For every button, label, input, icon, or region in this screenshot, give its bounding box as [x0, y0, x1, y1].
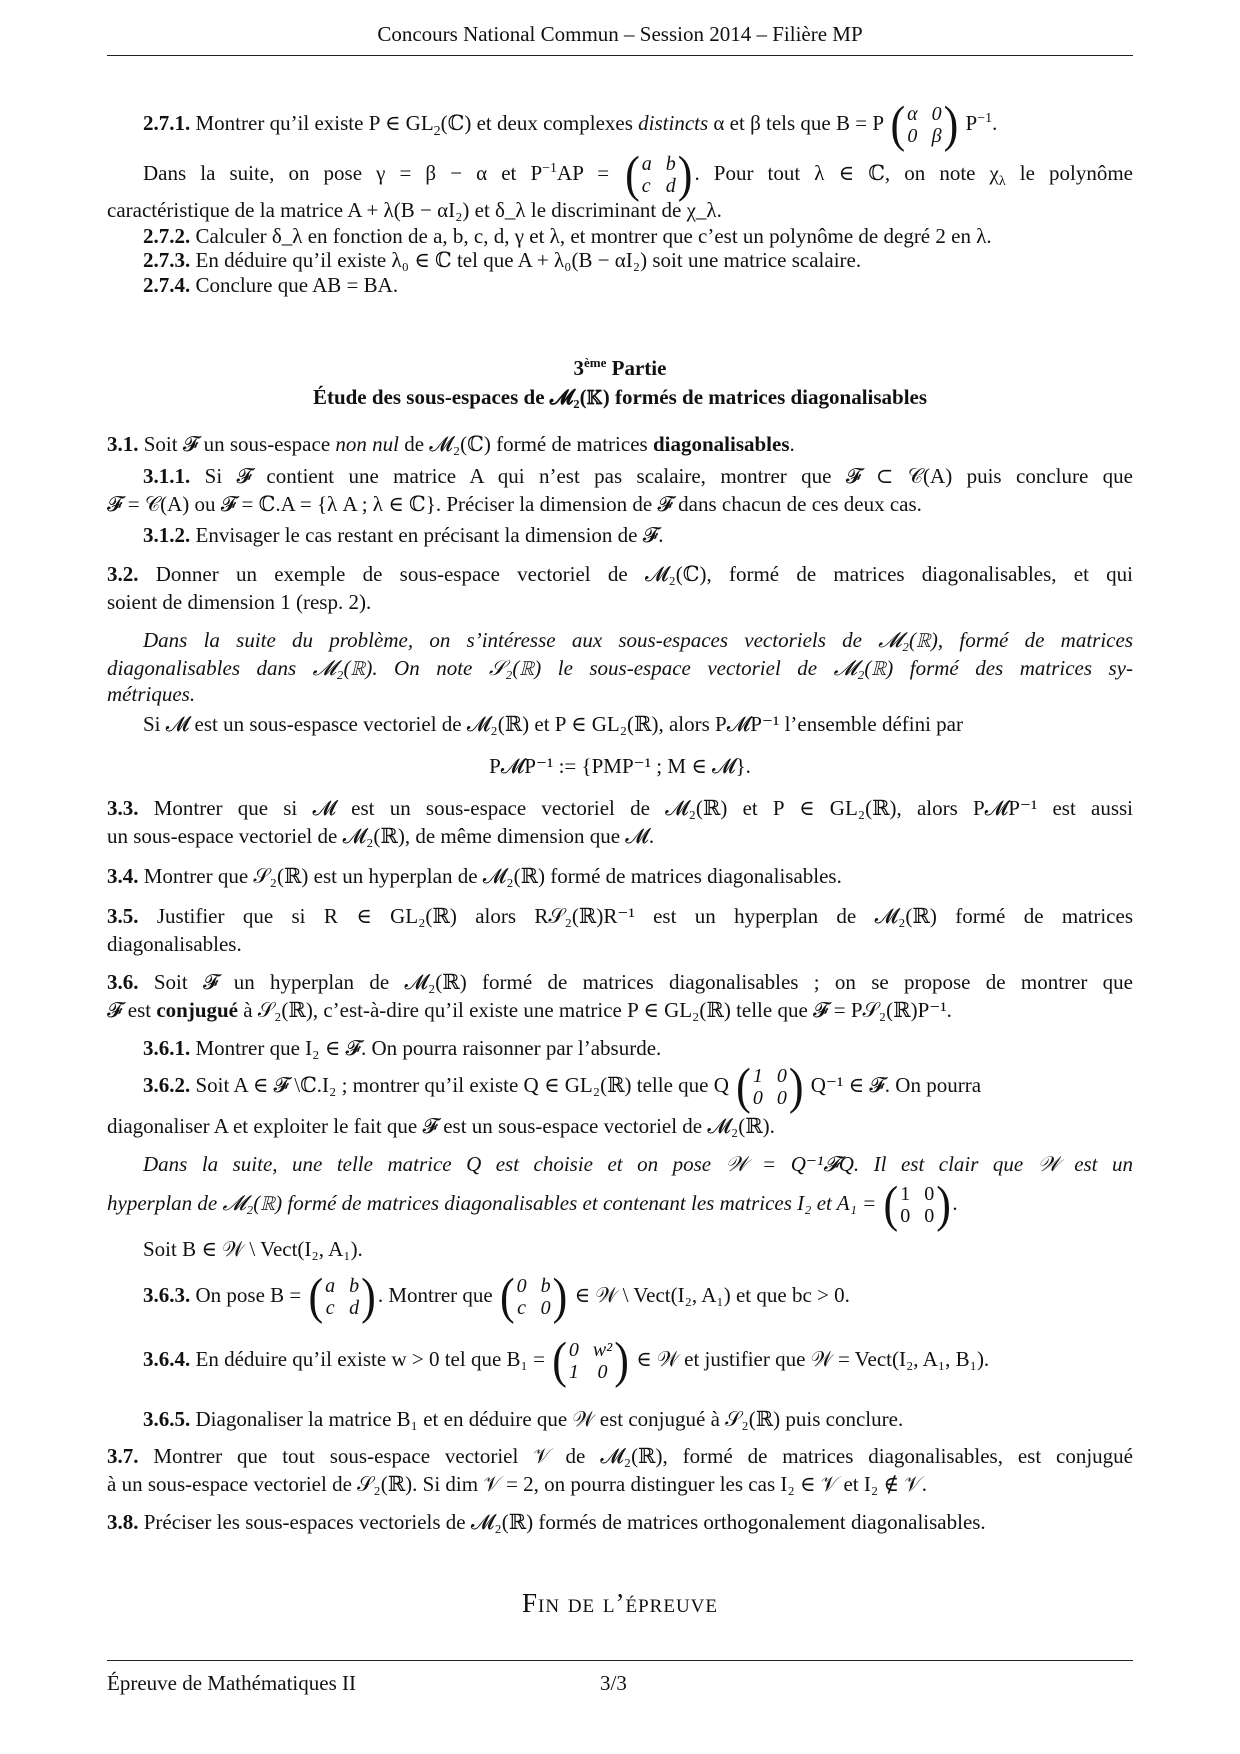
- question-text: Si 𝓕 contient une matrice A qui n’est pas scalaire, montrer que 𝓕 ⊂ 𝒞(A) puis conclure que: [204, 464, 1133, 488]
- question-3-5-line2: diagonalisables.: [107, 932, 242, 956]
- question-3-8: [107, 1508, 1133, 1536]
- intro-text: le polynôme: [1005, 161, 1133, 185]
- matrix-a1: ( 1 0 0 0 ): [883, 1176, 951, 1233]
- note-line-1: Dans la suite du problème, on s’intéresse aux sous-espaces vectoriels de 𝓜₂(ℝ), formé de matrices: [143, 628, 1133, 652]
- question-3-5: [107, 902, 1133, 930]
- question-3-6: [107, 968, 1133, 996]
- intro-text: Dans la suite, on pose γ = β − α et P: [143, 161, 543, 185]
- bold-text: conjugué: [156, 998, 239, 1022]
- question-number: 3.6.4.: [143, 1347, 191, 1371]
- question-number: 3.7.: [107, 1444, 139, 1468]
- question-3-7: [107, 1442, 1133, 1470]
- question-text: Justifier que si R ∈ GL₂(ℝ) alors R𝒮₂(ℝ)R⁻¹ est un hyperplan de 𝓜₂(ℝ) formé de matrices: [156, 904, 1133, 928]
- page-number: 3/3: [600, 1671, 627, 1695]
- question-3-1-2: [143, 521, 1133, 549]
- definition-line: Si 𝓜 est un sous-espasce vectoriel de 𝓜₂(ℝ) et P ∈ GL₂(ℝ), alors P𝓜P⁻¹ l’ensemble défini par: [143, 712, 963, 736]
- question-3-6-3: [143, 1268, 1133, 1325]
- question-text: Montrer que tout sous-espace vectoriel 𝒱 de 𝓜₂(ℝ), formé de matrices diagonalisables, est conjugué: [153, 1444, 1134, 1468]
- question-number: 3.3.: [107, 796, 139, 820]
- question-text: 𝓕 est: [107, 998, 152, 1022]
- matrix-0bc0: ( 0 b c 0 ): [499, 1268, 568, 1325]
- question-3-4: [107, 862, 1133, 890]
- question-3-3: [107, 794, 1133, 822]
- question-3-6-2-line2: diagonaliser A et exploiter le fait que 𝓕 est un sous-espace vectoriel de 𝓜₂(ℝ).: [107, 1114, 775, 1138]
- matrix-1000: ( 1 0 0 0 ): [736, 1058, 804, 1115]
- question-text: de 𝓜₂(ℂ) formé de matrices: [404, 432, 648, 456]
- question-text: Soit 𝓕 un sous-espace: [143, 432, 331, 456]
- question-number: 3.2.: [107, 562, 139, 586]
- question-number: 3.6.5.: [143, 1407, 191, 1431]
- matrix-b: ( a b c d ): [308, 1268, 376, 1325]
- bold-text: diagonalisables: [652, 432, 790, 456]
- question-number: 3.8.: [107, 1510, 139, 1534]
- question-number: 2.7.1.: [143, 111, 191, 135]
- matrix-alpha-beta: ( α 0 0 β ): [890, 96, 959, 153]
- note-text: hyperplan de 𝓜₂(ℝ) formé de matrices diagonalisables et contenant les matrices I₂ et A₁ =: [107, 1191, 877, 1215]
- question-number: 3.4.: [107, 864, 139, 888]
- intro-line-2: caractéristique de la matrice A + λ(B − αI₂) et δ_λ le discriminant de χ_λ.: [107, 198, 722, 222]
- question-3-6-1: [143, 1034, 1133, 1062]
- question-number: 3.6.2.: [143, 1073, 191, 1097]
- question-text: Soit 𝓕 un hyperplan de 𝓜₂(ℝ) formé de matrices diagonalisables ; on se propose de montrer que: [153, 970, 1133, 994]
- question-3-7-line2: à un sous-espace vectoriel de 𝒮₂(ℝ). Si dim 𝒱 = 2, on pourra distinguer les cas I₂ ∈ 𝒱 et I₂ ∉ 𝒱.: [107, 1472, 927, 1496]
- question-text: En déduire qu’il existe λ₀ ∈ ℂ tel que A + λ₀(B − αI₂) soit une matrice scalaire.: [195, 248, 862, 272]
- question-number: 2.7.3.: [143, 248, 191, 272]
- question-3-6-line2: [107, 996, 1133, 1024]
- question-text: Montrer que 𝒮₂(ℝ) est un hyperplan de 𝓜₂(ℝ) formé de matrices diagonalisables.: [143, 864, 842, 888]
- question-number: 3.6.: [107, 970, 139, 994]
- question-text: Montrer que I₂ ∈ 𝓕. On pourra raisonner par l’absurde.: [195, 1036, 662, 1060]
- question-3-6-5: [143, 1405, 1133, 1433]
- question-2-7-1: 2.7.1. Montrer qu’il existe P ∈ $GL_2(ℂ)$ et deux complexes distincts α et β tels que B = P ( α 0 0 β ) $P^{-1}$.: [143, 96, 998, 153]
- part-number-suffix: ème: [584, 355, 607, 370]
- note-line-2: diagonalisables dans 𝓜₂(ℝ). On note 𝒮₂(ℝ) le sous-espace vectoriel de 𝓜₂(ℝ) formé des matrices sy-: [107, 656, 1133, 680]
- question-3-1-1-line2: 𝓕 = 𝒞(A) ou 𝓕 = ℂ.A = {λ A ; λ ∈ ℂ}. Préciser la dimension de 𝓕 dans chacun de ces deux cas.: [107, 492, 922, 516]
- question-number: 3.1.1.: [143, 464, 191, 488]
- question-text: α et β tels que B = P: [713, 111, 884, 135]
- question-text: Conclure que AB = BA.: [195, 273, 399, 297]
- soit-b-line: Soit B ∈ 𝒲 \ Vect(I₂, A₁).: [143, 1237, 363, 1261]
- question-number: 2.7.2.: [143, 224, 191, 248]
- question-text: P: [965, 111, 978, 135]
- emphasis-text: non nul: [335, 432, 399, 456]
- question-number: 3.5.: [107, 904, 139, 928]
- note2-line-1: Dans la suite, une telle matrice Q est choisie et on pose 𝒲 = Q⁻¹𝓕Q. Il est clair que 𝒲 est un: [143, 1152, 1133, 1176]
- question-3-1-1: [143, 462, 1133, 490]
- note-line-3: métriques.: [107, 682, 196, 706]
- question-3-2: [107, 560, 1133, 588]
- intro-text: AP =: [557, 161, 610, 185]
- part-title: Étude des sous-espaces de 𝓜₂(𝕂) formés de matrices diagonalisables: [312, 385, 928, 409]
- intro-line-1: Dans la suite, on pose γ = β − α et $P^{-1}AP$ = ( a b c d ) . Pour tout λ ∈ ℂ, on note $\chi_\lambda$ le polynôme: [143, 146, 1133, 203]
- question-text: ∈ 𝒲 et justifier que 𝒲 = Vect(I₂, A₁, B₁).: [636, 1347, 990, 1371]
- definition-formula: P𝓜P⁻¹ := {PMP⁻¹ ; M ∈ 𝓜}.: [489, 754, 751, 778]
- footer-title: Épreuve de Mathématiques II: [107, 1671, 356, 1695]
- matrix-b1: ( 0 w² 1 0 ): [552, 1332, 629, 1389]
- question-3-1: [107, 430, 1133, 458]
- part-label: [107, 355, 1133, 381]
- question-number: 3.6.3.: [143, 1283, 191, 1307]
- question-number: 2.7.4.: [143, 273, 191, 297]
- emphasis-text: distincts: [638, 111, 709, 135]
- question-text: Donner un exemple de sous-espace vectoriel de 𝓜₂(ℂ), formé de matrices diagonalisables, et qui: [155, 562, 1133, 586]
- question-text: à 𝒮₂(ℝ), c’est-à-dire qu’il existe une matrice P ∈ GL₂(ℝ) telle que 𝓕 = P𝒮₂(ℝ)P⁻¹.: [243, 998, 952, 1022]
- question-text: Préciser les sous-espaces vectoriels de 𝓜₂(ℝ) formés de matrices orthogonalement diagonalisables.: [143, 1510, 986, 1534]
- question-text: Calculer δ_λ en fonction de a, b, c, d, γ et λ, et montrer que c’est un polynôme de degré 2 en λ.: [195, 224, 992, 248]
- part-word: Partie: [611, 356, 667, 380]
- question-number: 3.1.: [107, 432, 139, 456]
- question-3-3-line2: un sous-espace vectoriel de 𝓜₂(ℝ), de même dimension que 𝓜.: [107, 824, 655, 848]
- question-2-7-4: [143, 271, 1133, 299]
- question-text: Montrer que si 𝓜 est un sous-espace vectoriel de 𝓜₂(ℝ) et P ∈ GL₂(ℝ), alors P𝓜P⁻¹ est aussi: [153, 796, 1133, 820]
- question-2-7-3: [143, 246, 1133, 274]
- question-text: .: [789, 432, 795, 456]
- question-text: On pose B =: [195, 1283, 302, 1307]
- question-3-6-4: [143, 1332, 1133, 1389]
- question-text: Q⁻¹ ∈ 𝓕. On pourra: [810, 1073, 982, 1097]
- question-text: Envisager le cas restant en précisant la dimension de 𝓕.: [195, 523, 664, 547]
- question-text: . Montrer que: [377, 1283, 493, 1307]
- question-text: Soit A ∈ 𝓕 \ℂ.I₂ ; montrer qu’il existe Q ∈ GL₂(ℝ) telle que Q: [195, 1073, 729, 1097]
- note-text: .: [952, 1191, 959, 1215]
- question-number: 3.1.2.: [143, 523, 191, 547]
- matrix-abcd: ( a b c d ): [625, 146, 693, 203]
- question-3-2-line2: soient de dimension 1 (resp. 2).: [107, 590, 372, 614]
- question-text: .: [992, 111, 998, 135]
- question-text: ∈ 𝒲 \ Vect(I₂, A₁) et que bc > 0.: [574, 1283, 850, 1307]
- question-text: En déduire qu’il existe w > 0 tel que B₁ =: [195, 1347, 545, 1371]
- question-text: Diagonaliser la matrice B₁ et en déduire que 𝒲 est conjugué à 𝒮₂(ℝ) puis conclure.: [195, 1407, 904, 1431]
- end-of-exam: Fin de l’épreuve: [522, 1588, 718, 1618]
- question-text: Montrer qu’il existe P ∈ GL: [195, 111, 434, 135]
- note2-line-2: [107, 1176, 1133, 1233]
- question-number: 3.6.1.: [143, 1036, 191, 1060]
- intro-text: . Pour tout λ ∈ ℂ, on note χ: [694, 161, 999, 185]
- question-text: (ℂ) et deux complexes: [440, 111, 633, 135]
- footer-rule: [107, 1660, 1133, 1661]
- question-3-6-2: [143, 1058, 1133, 1115]
- part-number: 3: [573, 356, 585, 380]
- page-header: Concours National Commun – Session 2014 – Filière MP: [107, 22, 1133, 56]
